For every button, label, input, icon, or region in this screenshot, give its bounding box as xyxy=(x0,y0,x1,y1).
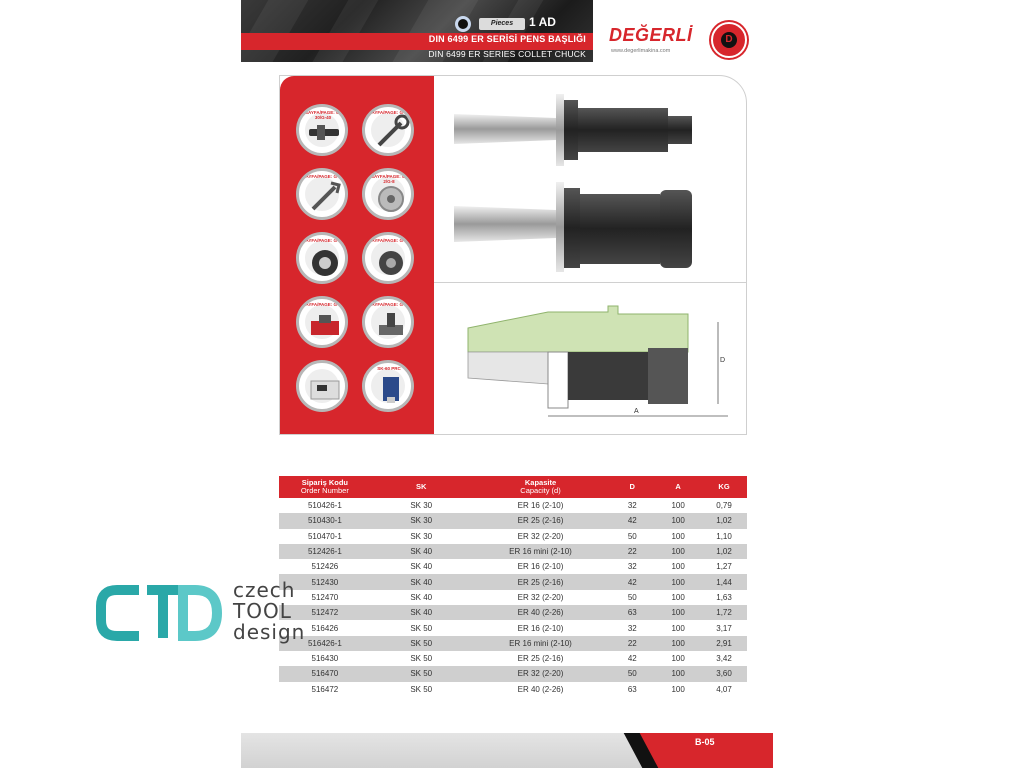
cell-kg: 3,42 xyxy=(716,654,732,664)
cell-a: 100 xyxy=(671,608,685,618)
cell-sk: SK 50 xyxy=(410,638,433,648)
cell-kg: 2,91 xyxy=(716,638,732,648)
cell-order-number: 512426 xyxy=(311,562,339,572)
cell-capacity: ER 25 (2-16) xyxy=(517,654,564,664)
cell-capacity: ER 25 (2-16) xyxy=(517,516,564,526)
table-row xyxy=(279,620,747,635)
title-turkish: DIN 6499 ER SERİSİ PENS BAŞLIĞI xyxy=(428,34,586,44)
title-english: DIN 6499 ER SERIES COLLET CHUCK xyxy=(428,49,586,59)
cell-sk: SK 30 xyxy=(410,516,433,526)
cell-capacity: ER 40 (2-26) xyxy=(517,684,564,694)
cell-a: 100 xyxy=(671,684,685,694)
accessory-label: SAYFA/PAGE: G-30/G-40 xyxy=(304,110,341,120)
cell-order-number: 516470 xyxy=(311,669,339,679)
product-photo-icon xyxy=(440,82,740,278)
cell-a: 100 xyxy=(671,638,685,648)
cell-capacity: ER 32 (2-20) xyxy=(517,592,564,602)
cell-d: 42 xyxy=(627,654,637,664)
accessory-label: SAYFA/PAGE: G-2/G-8 xyxy=(370,174,407,184)
cell-sk: SK 30 xyxy=(410,501,433,511)
table-row xyxy=(279,513,747,528)
brand-name: DEĞERLİ xyxy=(609,25,693,45)
col-order-number: Sipariş Kodu Order Number xyxy=(300,478,349,495)
cell-sk: SK 50 xyxy=(410,654,433,664)
cell-order-number: 510426-1 xyxy=(307,501,342,511)
accessory-wrench-icon xyxy=(362,104,414,156)
cell-d: 22 xyxy=(627,638,637,648)
cell-capacity: ER 16 mini (2-10) xyxy=(509,638,572,648)
accessory-mini-nut-icon xyxy=(362,232,414,284)
col-sk: SK xyxy=(416,482,427,491)
cell-d: 32 xyxy=(627,501,637,511)
cell-sk: SK 40 xyxy=(410,592,433,602)
technical-drawing-icon xyxy=(448,292,740,422)
cell-sk: SK 50 xyxy=(410,669,433,679)
cell-sk: SK 40 xyxy=(410,577,433,587)
cell-a: 100 xyxy=(671,592,685,602)
cell-kg: 1,02 xyxy=(716,547,732,557)
cell-d: 22 xyxy=(627,547,637,557)
cell-kg: 1,10 xyxy=(716,531,732,541)
brand-block xyxy=(593,0,773,62)
cell-capacity: ER 40 (2-26) xyxy=(517,608,564,618)
table-body xyxy=(279,498,747,697)
quantity-label: 1 AD xyxy=(529,15,556,29)
cell-d: 63 xyxy=(627,608,637,618)
cell-capacity: ER 16 (2-10) xyxy=(517,501,564,511)
cell-capacity: ER 16 mini (2-10) xyxy=(509,547,572,557)
ctd-word-czech: czech xyxy=(233,578,296,602)
cell-d: 63 xyxy=(627,684,637,694)
cell-d: 50 xyxy=(627,531,637,541)
accessory-tightening-fixture-icon xyxy=(296,296,348,348)
accessory-label: SAYFA/PAGE: G-16 xyxy=(368,238,410,243)
accessory-label: SAYFA/PAGE: G-46 xyxy=(302,302,344,307)
cell-kg: 1,44 xyxy=(716,577,732,587)
accessory-presetter-icon xyxy=(296,360,348,412)
cell-capacity: ER 32 (2-20) xyxy=(517,531,564,541)
cell-order-number: 510430-1 xyxy=(307,516,342,526)
accessory-pull-stud-icon xyxy=(296,104,348,156)
cell-d: 32 xyxy=(627,623,637,633)
ctd-word-tool: TOOL xyxy=(233,599,292,623)
cell-order-number: 516430 xyxy=(311,654,339,664)
page-number: B-05 xyxy=(695,737,715,747)
brand-logo-icon xyxy=(711,22,747,58)
accessory-sk-device-icon xyxy=(362,360,414,412)
quantity-ring-icon xyxy=(455,16,471,32)
ctd-wordmark xyxy=(233,580,333,643)
cell-sk: SK 50 xyxy=(410,623,433,633)
cell-d: 32 xyxy=(627,562,637,572)
quantity-tag: Pieces xyxy=(479,18,525,30)
cell-sk: SK 50 xyxy=(410,684,433,694)
cell-a: 100 xyxy=(671,623,685,633)
cell-d: 42 xyxy=(627,577,637,587)
section-divider xyxy=(434,282,747,283)
table-row xyxy=(279,682,747,697)
cell-order-number: 516426 xyxy=(311,623,339,633)
ctd-letters-icon xyxy=(95,580,225,650)
cell-kg: 1,02 xyxy=(716,516,732,526)
table-row xyxy=(279,574,747,589)
cell-a: 100 xyxy=(671,562,685,572)
cell-a: 100 xyxy=(671,531,685,541)
accessory-nut-icon xyxy=(296,232,348,284)
table-row xyxy=(279,636,747,651)
accessory-label: SAYFA/PAGE: G-46 xyxy=(368,302,410,307)
cell-order-number: 510470-1 xyxy=(307,531,342,541)
accessory-collet-icon xyxy=(362,168,414,220)
cell-order-number: 512430 xyxy=(311,577,339,587)
cell-sk: SK 40 xyxy=(410,608,433,618)
brand-url: www.degerlimakina.com xyxy=(611,48,671,54)
col-capacity: Kapasite Capacity (d) xyxy=(520,478,561,495)
table-row xyxy=(279,651,747,666)
cell-kg: 3,60 xyxy=(716,669,732,679)
table-row xyxy=(279,498,747,513)
accessory-label: SAYFA/PAGE: G-26 xyxy=(368,110,410,115)
catalog-page xyxy=(241,0,773,768)
cell-capacity: ER 16 (2-10) xyxy=(517,562,564,572)
cell-a: 100 xyxy=(671,654,685,664)
ctd-watermark-logo xyxy=(95,580,325,650)
cell-sk: SK 40 xyxy=(410,547,433,557)
cell-d: 42 xyxy=(627,516,637,526)
cell-sk: SK 30 xyxy=(410,531,433,541)
table-header-row xyxy=(279,476,747,498)
cell-a: 100 xyxy=(671,501,685,511)
cell-d: 50 xyxy=(627,592,637,602)
cell-order-number: 512426-1 xyxy=(307,547,342,557)
table-row xyxy=(279,590,747,605)
accessory-label: SAYFA/PAGE: G-10 xyxy=(302,238,344,243)
cell-kg: 3,17 xyxy=(716,623,732,633)
table-row xyxy=(279,605,747,620)
col-kg: KG xyxy=(718,482,730,491)
cell-kg: 1,72 xyxy=(716,608,732,618)
table-row xyxy=(279,529,747,544)
cell-a: 100 xyxy=(671,547,685,557)
cell-a: 100 xyxy=(671,577,685,587)
cell-order-number: 516472 xyxy=(311,684,339,694)
table-row xyxy=(279,559,747,574)
cell-order-number: 512472 xyxy=(311,608,339,618)
accessory-label: SK-60 PRC xyxy=(377,366,401,371)
table-row xyxy=(279,666,747,681)
brand-logo-letter: D xyxy=(721,32,737,48)
cell-kg: 0,79 xyxy=(716,501,732,511)
cell-a: 100 xyxy=(671,669,685,679)
col-d: D xyxy=(629,482,635,491)
dimension-d-label: D xyxy=(720,357,726,364)
cell-kg: 1,27 xyxy=(716,562,732,572)
accessory-panel xyxy=(280,76,434,435)
cell-a: 100 xyxy=(671,516,685,526)
cell-capacity: ER 16 (2-10) xyxy=(517,623,564,633)
table-row xyxy=(279,544,747,559)
cell-kg: 4,07 xyxy=(716,684,732,694)
cell-sk: SK 40 xyxy=(410,562,433,572)
cell-d: 50 xyxy=(627,669,637,679)
spec-table xyxy=(279,476,747,697)
cell-capacity: ER 32 (2-20) xyxy=(517,669,564,679)
accessory-spanner-icon xyxy=(296,168,348,220)
ctd-word-design: design xyxy=(233,620,306,644)
accessory-assembly-device-icon xyxy=(362,296,414,348)
cell-kg: 1,63 xyxy=(716,592,732,602)
cell-order-number: 516426-1 xyxy=(307,638,342,648)
product-frame xyxy=(279,75,747,435)
col-a: A xyxy=(675,482,681,491)
accessory-label: SAYFA/PAGE: G-26 xyxy=(302,174,344,179)
cell-capacity: ER 25 (2-16) xyxy=(517,577,564,587)
dimension-a-label: A xyxy=(634,408,639,415)
cell-order-number: 512470 xyxy=(311,592,339,602)
